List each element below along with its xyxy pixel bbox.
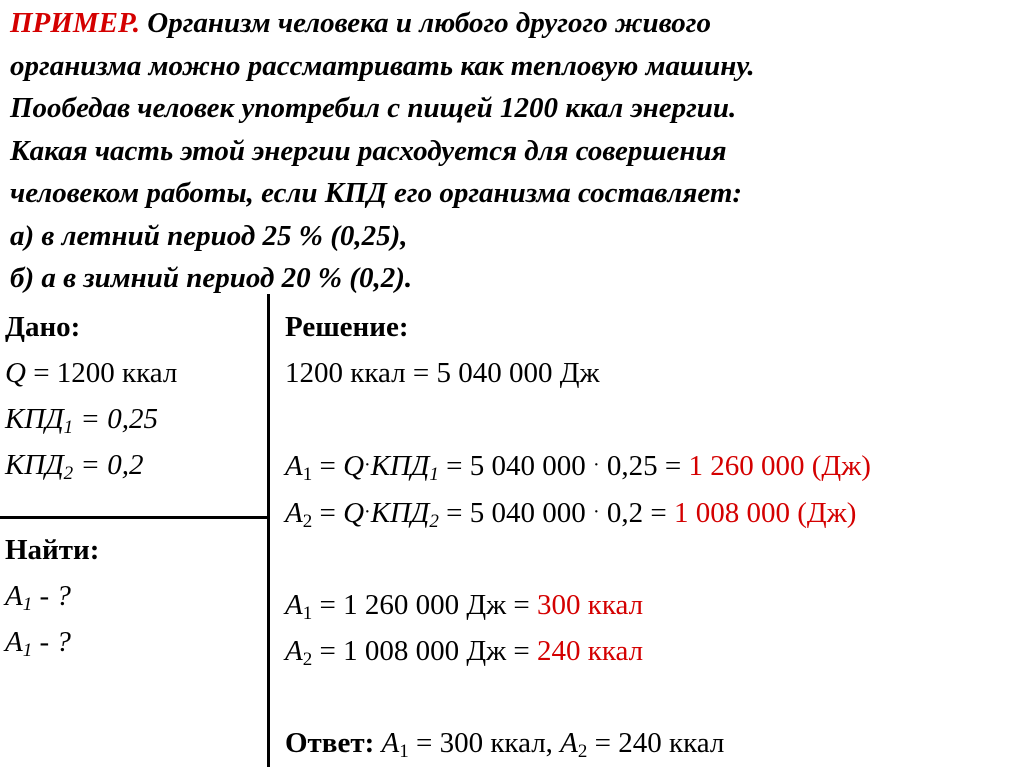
problem-line-2: организма можно рассматривать как тепловую машину. [10, 49, 755, 82]
solution-section [285, 304, 1020, 766]
problem-line-5: человеком работы, если КПД его организма составляет: [10, 177, 743, 209]
conv-2-result: 240 ккал [537, 635, 644, 667]
find-item-1: $A_1$ - ? [5, 580, 71, 615]
given-section [5, 304, 263, 488]
spacer [285, 674, 1020, 720]
problem-statement [10, 2, 1015, 300]
solution-conv-1: $A_1 = 1$ 260 000 Дж = 300 ккал [285, 589, 644, 624]
eq-1-result: 1 260 000 (Дж) [688, 450, 871, 482]
solution-eq-2: $A_2 = Q\cdot КПД_2 = 5$ 040 000 · 0,2 = 1 008 000 (Дж) [285, 497, 857, 532]
solution-conv-2: $A_2 = 1$ 008 000 Дж = 240 ккал [285, 635, 644, 670]
problem-line-3: Пообедав человек употребил с пищей 1200 ккал энергии. [10, 92, 737, 124]
problem-line-1: ПРИМЕР. Организм человека и любого другого живого [10, 7, 711, 39]
spacer [285, 536, 1020, 582]
eq-2-result: 1 008 000 (Дж) [674, 497, 857, 529]
find-section [5, 527, 263, 665]
given-eff2: $КПД_2 = 0,2$ [5, 449, 144, 484]
problem-line-7: б) а в зимний период 20 % (0,2). [10, 262, 413, 294]
problem-line-4: Какая часть этой энергии расходуется для совершения [10, 134, 727, 167]
horizontal-divider [0, 516, 268, 519]
given-q: Q = 1200 ккал [5, 357, 178, 389]
find-item-2: $A_1$ - ? [5, 626, 71, 661]
vertical-divider [267, 294, 270, 767]
solution-conversion: 1200 ккал = 5 040 000 Дж [285, 357, 600, 389]
solution-eq-1: $A_1 = Q\cdot КПД_1 = 5$ 040 000 · 0,25 = 1 260 000 (Дж) [285, 450, 871, 485]
spacer [285, 396, 1020, 442]
example-label: ПРИМЕР. [10, 7, 141, 39]
solution-answer: Ответ: $A_1 = 300$ ккал, $A_2 = 240$ ккал [285, 727, 725, 762]
solution-heading: Решение: [285, 311, 409, 343]
given-heading: Дано: [5, 311, 81, 343]
find-heading: Найти: [5, 534, 100, 566]
problem-line-6: а) в летний период 25 % (0,25), [10, 219, 408, 252]
given-eff1: $КПД_1 = 0,25$ [5, 403, 158, 438]
conv-1-result: 300 ккал [537, 589, 644, 621]
